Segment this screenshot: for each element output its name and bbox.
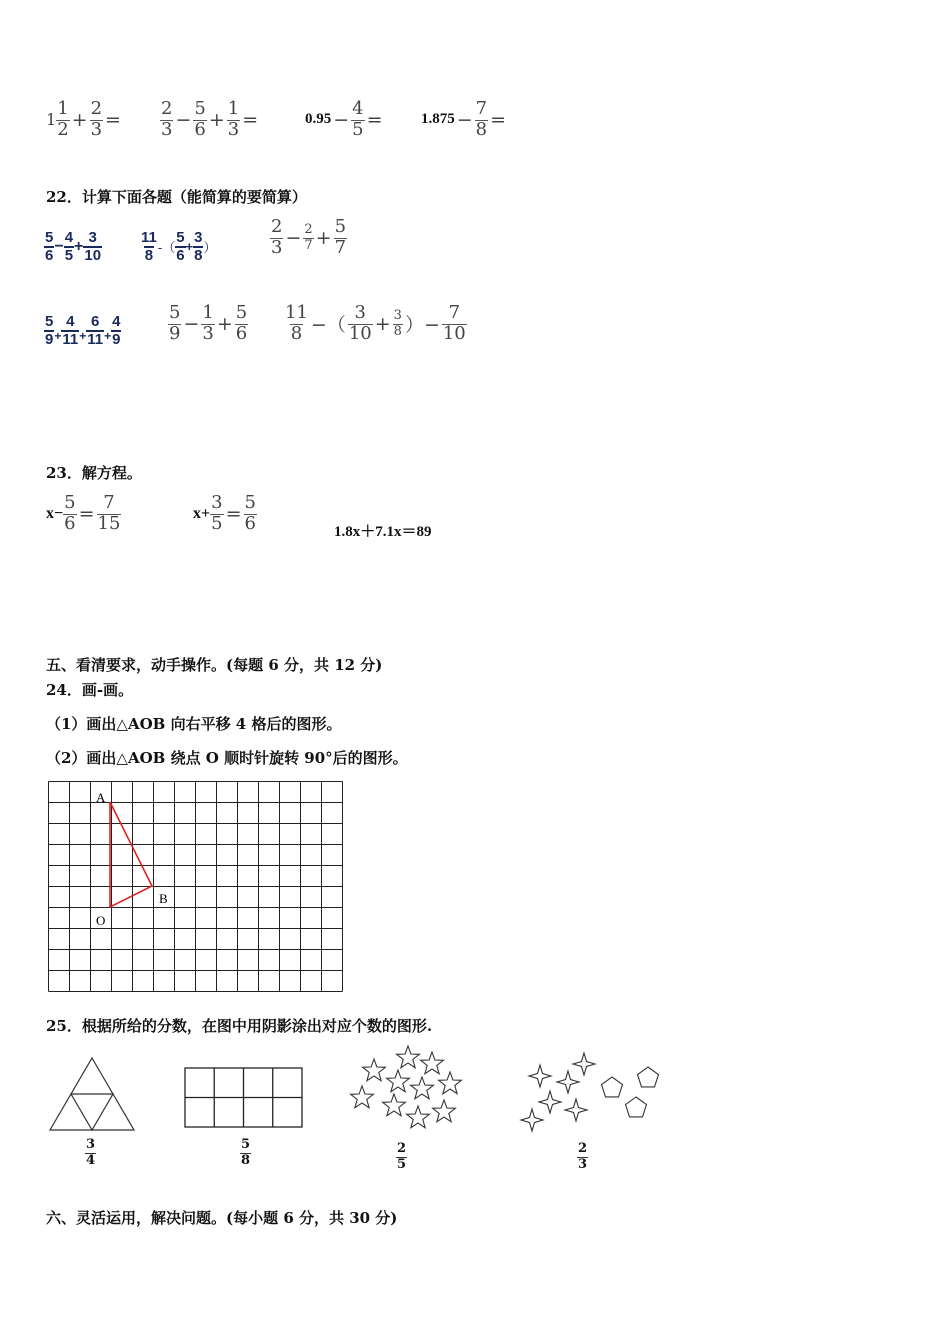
operator: − (333, 108, 350, 131)
sparkle-shape (529, 1065, 551, 1087)
q24-step-2: （2）画出△AOB 绕点 O 顺时针旋转 90°后的图形。 (46, 749, 408, 767)
fraction: $\frac{2}{3}$ (90, 98, 103, 140)
sparkles-pentagons-figure (518, 1050, 666, 1136)
q24-title: 24．画-画。 (46, 681, 134, 699)
equals: = (242, 108, 259, 131)
q25-title: 25．根据所给的分数，在图中用阴影涂出对应个数的图形. (46, 1017, 433, 1035)
operator: + (216, 312, 233, 335)
star-shape (421, 1052, 444, 1074)
star-shape (363, 1059, 386, 1081)
sparkle-shape (573, 1053, 595, 1075)
operator: + (185, 239, 194, 254)
fraction: $\frac{3}{8}$ (393, 308, 402, 339)
triangle-aob (110, 802, 152, 907)
operator: -（ (157, 240, 176, 255)
fraction-2-3: $\frac{2}{3}$ (578, 1141, 588, 1172)
fraction: 11 8 (285, 302, 308, 344)
fraction: $\frac{3}{10}$ (84, 229, 102, 264)
equation-lhs: x− (46, 504, 64, 522)
decimal: 1.875 (421, 111, 455, 127)
equals: = (78, 502, 95, 525)
star-shape (407, 1106, 430, 1128)
q21-expr-1 (46, 100, 123, 139)
decimal: 0.95 (305, 111, 332, 127)
fraction: $\frac{7}{15}$ (97, 492, 121, 534)
fraction: $\frac{6}{11}$ (87, 313, 104, 348)
operator: − (183, 312, 200, 335)
fraction: $\frac{3}{8}$ (194, 229, 203, 264)
q24-step-1: （1）画出△AOB 向右平移 4 格后的图形。 (46, 715, 342, 733)
operator: − (54, 237, 64, 255)
equals: = (490, 108, 507, 131)
fraction: $\frac{5}{6}$ (194, 98, 206, 140)
fraction: $\frac{4}{9}$ (112, 313, 121, 348)
fraction: $\frac{7}{10}$ (442, 302, 466, 344)
star-shape (383, 1094, 406, 1116)
fraction: 1 2 (57, 98, 69, 140)
operator: ）− (404, 314, 440, 336)
fraction-3-4: $\frac{3}{4}$ (86, 1137, 96, 1168)
fraction: $\frac{5}{7}$ (334, 216, 347, 258)
sparkle-shape (539, 1091, 561, 1113)
section6-title: 六、灵活运用，解决问题。(每小题 6 分，共 30 分) (46, 1209, 398, 1227)
operator: + (315, 226, 332, 249)
pentagon-shape (602, 1077, 623, 1097)
operator: − (456, 108, 473, 131)
sparkle-shape (557, 1071, 579, 1093)
stars-figure (346, 1044, 468, 1140)
operator: − (175, 108, 192, 131)
q23-eq-1 (46, 494, 121, 533)
fraction: 5 9 (169, 302, 181, 344)
equals: = (105, 108, 121, 131)
operator: + (104, 328, 112, 343)
label-b: B (159, 891, 168, 906)
q22-expr-2 (140, 230, 217, 263)
star-shape (411, 1077, 434, 1099)
star-shape (397, 1046, 420, 1068)
paren: ） (203, 240, 217, 255)
fraction: $\frac{3}{5}$ (211, 492, 223, 534)
fraction: 5 9 (45, 313, 54, 348)
q21-expr-4 (421, 100, 508, 139)
sparkle-shape (565, 1099, 587, 1121)
grid-lines (49, 782, 343, 992)
label-a: A (96, 790, 106, 805)
fraction: $\frac{4}{5}$ (352, 98, 364, 140)
operator: −（ (310, 314, 346, 336)
fraction: $\frac{5}{6}$ (235, 302, 248, 344)
fraction: $\frac{4}{11}$ (62, 313, 79, 348)
q22-title: 22．计算下面各题（能简算的要简算） (46, 188, 307, 206)
inner-triangle (71, 1094, 113, 1130)
fraction-5-8: $\frac{5}{8}$ (241, 1137, 251, 1168)
operator: + (208, 108, 225, 131)
q23-title: 23．解方程。 (46, 464, 142, 482)
q22-expr-4 (44, 314, 121, 347)
pentagon-shape (638, 1067, 659, 1087)
fraction: 5 6 (45, 229, 54, 264)
star-shape (439, 1072, 462, 1094)
fraction-2-5: $\frac{2}{5}$ (397, 1141, 407, 1172)
fraction: $\frac{4}{5}$ (64, 229, 74, 264)
fraction: $\frac{2}{7}$ (304, 222, 313, 253)
fraction: $\frac{1}{3}$ (202, 302, 214, 344)
q21-expr-3 (305, 100, 385, 139)
q22-expr-1 (44, 230, 102, 263)
pentagon-shape (626, 1097, 647, 1117)
operator: + (79, 328, 87, 343)
fraction: 3 10 (348, 302, 372, 344)
operator: + (54, 328, 62, 343)
fraction: $\frac{7}{8}$ (475, 98, 488, 140)
operator: + (74, 237, 84, 255)
star-shape (433, 1100, 456, 1122)
q23-eq-3: 1.8x＋7.1x＝89 (334, 524, 432, 540)
q22-expr-3 (270, 218, 347, 257)
whole-number: 1 (46, 110, 57, 129)
fraction: $\frac{5}{6}$ (64, 492, 76, 534)
q23-eq-2 (193, 494, 257, 533)
operator: + (71, 108, 88, 131)
grid-figure (47, 781, 345, 995)
sparkle-shape (521, 1109, 543, 1131)
fraction: 2 3 (271, 216, 283, 258)
section5-title: 五、看清要求，动手操作。(每题 6 分，共 12 分) (46, 656, 383, 674)
rectangle-figure (183, 1066, 305, 1130)
fraction: $\frac{1}{3}$ (227, 98, 240, 140)
triangle-figure (46, 1054, 138, 1134)
operator: + (374, 312, 391, 335)
equals: = (225, 502, 242, 525)
star-shape (351, 1086, 374, 1108)
fraction: $\frac{5}{6}$ (244, 492, 256, 534)
equation-lhs: x+ (193, 504, 211, 522)
fraction: 11 8 (141, 229, 157, 264)
operator: − (285, 226, 302, 249)
label-o: O (96, 913, 106, 928)
q22-expr-6 (284, 304, 467, 343)
star-shape (387, 1070, 410, 1092)
q22-expr-5 (168, 304, 248, 343)
q21-expr-2 (160, 100, 260, 139)
equals: = (366, 108, 383, 131)
fraction: 2 3 (161, 98, 173, 140)
fraction: 5 6 (176, 229, 185, 264)
